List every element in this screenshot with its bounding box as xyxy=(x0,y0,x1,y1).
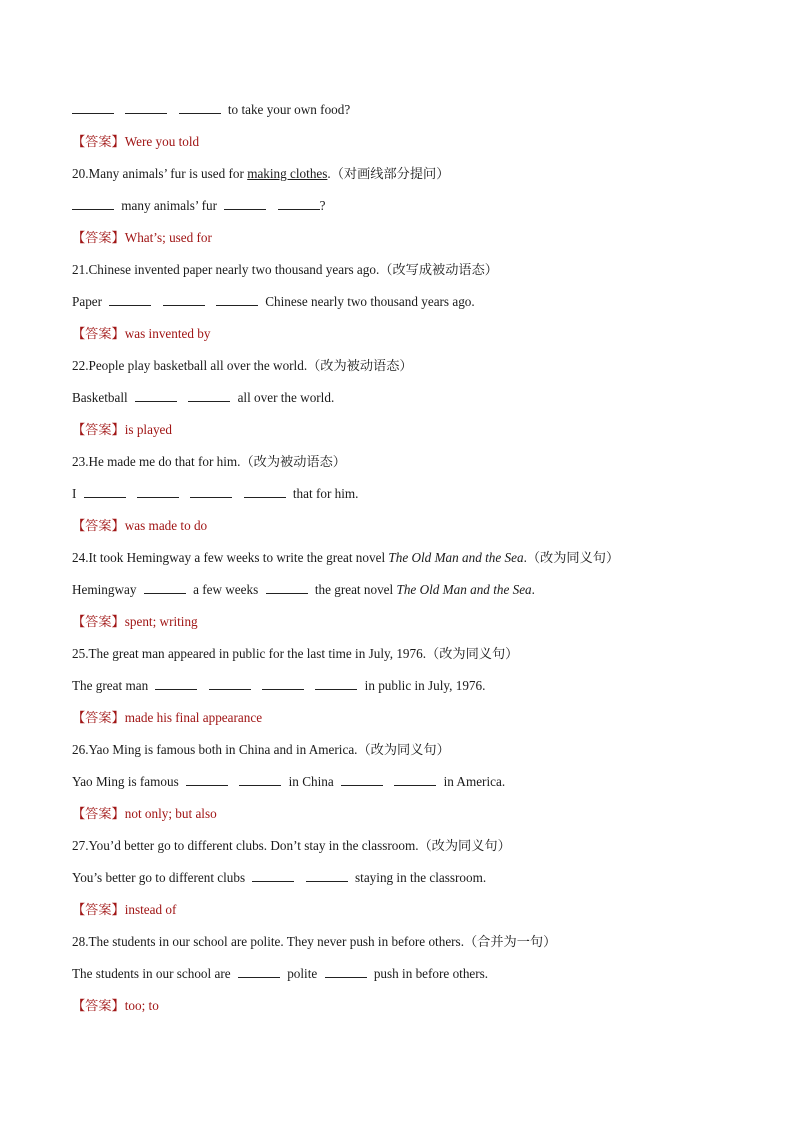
blank[interactable] xyxy=(238,964,280,978)
q19-answer xyxy=(72,130,732,162)
answer-text: not only; but also xyxy=(124,806,217,821)
blank[interactable] xyxy=(155,676,197,690)
q28-answer xyxy=(72,994,732,1026)
q20-fill-line xyxy=(72,194,732,226)
answer-tag: 【答案】 xyxy=(72,614,125,629)
instruction-note: （改为同义句） xyxy=(418,838,511,853)
instruction-note: （改为同义句） xyxy=(357,742,450,757)
blank[interactable] xyxy=(72,196,114,210)
question-text: 22.People play basketball all over the world. xyxy=(72,358,308,373)
instruction-note: （改写成被动语态） xyxy=(379,262,498,277)
fill-text: in China xyxy=(288,774,334,789)
blank[interactable] xyxy=(137,484,179,498)
q24-answer xyxy=(72,610,732,642)
q28-question xyxy=(72,930,732,962)
book-title: The Old Man and the Sea xyxy=(388,550,524,565)
book-title: The Old Man and the Sea xyxy=(396,582,532,597)
q22-answer xyxy=(72,418,732,450)
fill-text: Paper xyxy=(72,294,103,309)
fill-text: . xyxy=(531,582,535,597)
blank[interactable] xyxy=(186,772,228,786)
blank[interactable] xyxy=(163,292,205,306)
fill-text: many animals’ fur xyxy=(121,198,217,213)
blank[interactable] xyxy=(125,100,167,114)
q22-question xyxy=(72,354,732,386)
fill-text: I xyxy=(72,486,77,501)
q25-fill-line xyxy=(72,674,732,706)
blank[interactable] xyxy=(188,388,230,402)
blank[interactable] xyxy=(394,772,436,786)
q21-answer xyxy=(72,322,732,354)
blank[interactable] xyxy=(135,388,177,402)
fill-text: polite xyxy=(287,966,318,981)
fill-text: The great man xyxy=(72,678,149,693)
blank[interactable] xyxy=(278,196,320,210)
q26-question xyxy=(72,738,732,770)
q20-question xyxy=(72,162,732,194)
blank[interactable] xyxy=(306,868,348,882)
answer-tag: 【答案】 xyxy=(72,230,125,245)
q25-answer xyxy=(72,706,732,738)
answer-text: instead of xyxy=(124,902,177,917)
instruction-note: （合并为一句） xyxy=(464,934,557,949)
fill-text: You’s better go to different clubs xyxy=(72,870,246,885)
question-text: 27.You’d better go to different clubs. Don’t stay in the classroom. xyxy=(72,838,419,853)
blank[interactable] xyxy=(315,676,357,690)
fill-text: ? xyxy=(319,198,326,213)
instruction-note: （改为被动语态） xyxy=(240,454,346,469)
q24-fill-line xyxy=(72,578,732,610)
blank[interactable] xyxy=(209,676,251,690)
answer-tag: 【答案】 xyxy=(72,902,125,917)
instruction-note: （改为被动语态） xyxy=(307,358,413,373)
q28-fill-line xyxy=(72,962,732,994)
q27-answer xyxy=(72,898,732,930)
instruction-note: （对画线部分提问） xyxy=(330,166,450,181)
fill-text: Basketball xyxy=(72,390,128,405)
q20-answer xyxy=(72,226,732,258)
q27-question xyxy=(72,834,732,866)
fill-text: Hemingway xyxy=(72,582,137,597)
blank[interactable] xyxy=(109,292,151,306)
blank[interactable] xyxy=(244,484,286,498)
blank[interactable] xyxy=(216,292,258,306)
q23-fill-line xyxy=(72,482,732,514)
fill-text: Yao Ming is famous xyxy=(72,774,179,789)
document-page xyxy=(72,98,732,1026)
answer-tag: 【答案】 xyxy=(72,326,125,341)
question-text: 26.Yao Ming is famous both in China and in America. xyxy=(72,742,358,757)
answer-tag: 【答案】 xyxy=(72,422,125,437)
blank[interactable] xyxy=(84,484,126,498)
answer-tag: 【答案】 xyxy=(72,518,125,533)
q24-question xyxy=(72,546,732,578)
q26-fill-line xyxy=(72,770,732,802)
blank[interactable] xyxy=(72,100,114,114)
fill-text: in America. xyxy=(443,774,506,789)
fill-text: The students in our school are xyxy=(72,966,231,981)
answer-text: Were you told xyxy=(124,134,200,149)
answer-tag: 【答案】 xyxy=(72,998,125,1013)
q27-fill-line xyxy=(72,866,732,898)
q22-fill-line xyxy=(72,386,732,418)
answer-text: spent; writing xyxy=(124,614,198,629)
answer-text: is played xyxy=(124,422,172,437)
fill-text: in public in July, 1976. xyxy=(364,678,486,693)
blank[interactable] xyxy=(266,580,308,594)
question-text: . xyxy=(327,166,331,181)
q19-fill-line xyxy=(72,98,732,130)
q23-question xyxy=(72,450,732,482)
blank[interactable] xyxy=(190,484,232,498)
answer-text: was invented by xyxy=(124,326,211,341)
answer-text: made his final appearance xyxy=(124,710,263,725)
blank[interactable] xyxy=(239,772,281,786)
instruction-note: （改为同义句） xyxy=(426,646,519,661)
fill-text: to take your own food? xyxy=(227,102,351,117)
blank[interactable] xyxy=(144,580,186,594)
blank[interactable] xyxy=(179,100,221,114)
answer-tag: 【答案】 xyxy=(72,710,125,725)
instruction-note: （改为同义句） xyxy=(526,550,620,565)
fill-text: push in before others. xyxy=(373,966,489,981)
question-text: . xyxy=(523,550,527,565)
question-text: 25.The great man appeared in public for the last time in July, 1976. xyxy=(72,646,427,661)
fill-text: Chinese nearly two thousand years ago. xyxy=(265,294,475,309)
fill-text: the great novel xyxy=(314,582,397,597)
q21-fill-line xyxy=(72,290,732,322)
fill-text: staying in the classroom. xyxy=(355,870,487,885)
blank[interactable] xyxy=(224,196,266,210)
fill-text: all over the world. xyxy=(237,390,335,405)
answer-tag: 【答案】 xyxy=(72,134,125,149)
q21-question xyxy=(72,258,732,290)
answer-tag: 【答案】 xyxy=(72,806,125,821)
q25-question xyxy=(72,642,732,674)
question-text: 28.The students in our school are polite. They never push in before others. xyxy=(72,934,464,949)
blank[interactable] xyxy=(325,964,367,978)
blank[interactable] xyxy=(262,676,304,690)
question-text: 24.It took Hemingway a few weeks to write the great novel xyxy=(72,550,389,565)
blank[interactable] xyxy=(341,772,383,786)
answer-text: was made to do xyxy=(124,518,208,533)
fill-text: a few weeks xyxy=(193,582,259,597)
question-text: 21.Chinese invented paper nearly two thousand years ago. xyxy=(72,262,380,277)
fill-text: that for him. xyxy=(292,486,359,501)
answer-text: too; to xyxy=(124,998,159,1013)
answer-text: What’s; used for xyxy=(124,230,212,245)
question-number: 20. xyxy=(72,166,89,181)
question-text: Many animals’ fur is used for xyxy=(88,166,248,181)
q26-answer xyxy=(72,802,732,834)
underlined-phrase: making clothes xyxy=(247,166,328,181)
question-text: 23.He made me do that for him. xyxy=(72,454,241,469)
q23-answer xyxy=(72,514,732,546)
blank[interactable] xyxy=(252,868,294,882)
